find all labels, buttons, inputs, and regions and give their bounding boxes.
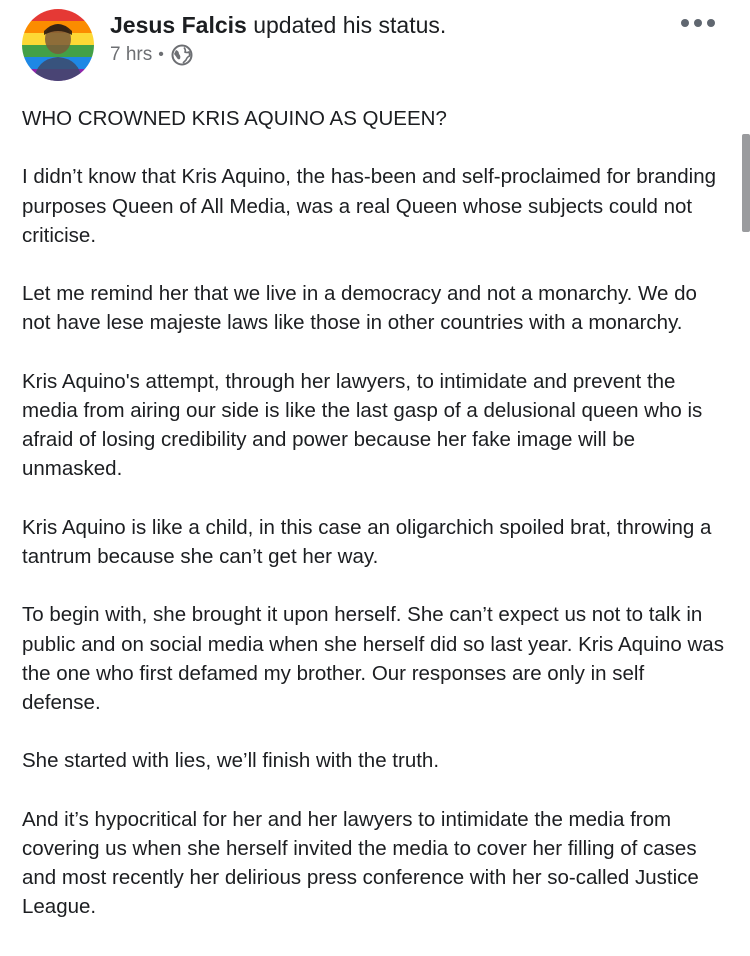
author-line xyxy=(110,11,446,39)
post-meta xyxy=(110,42,193,68)
post-paragraph: Kris Aquino's attempt, through her lawyers, to intimidate and prevent the media from airing our side is like the last gasp of a delusional queen who is afraid of losing credibility and power because her fake image will be unmasked. xyxy=(22,369,703,481)
globe-icon[interactable] xyxy=(171,44,193,66)
post-paragraph: I didn’t know that Kris Aquino, the has-been and self-proclaimed for branding purposes Queen of All Media, was a real Queen whose subjects could not criticise. xyxy=(22,165,716,247)
post-paragraph: Let me remind her that we live in a democracy and not a monarchy. We do not have lese majeste laws like those in other countries with a monarchy. xyxy=(22,282,697,335)
post-paragraph: And it’s hypocritical for her and her lawyers to intimidate the media from covering us when she herself invited the media to cover her filling of cases and most recently her delirious press conference with her so-called Justice League. xyxy=(22,807,699,919)
more-options-icon xyxy=(678,9,718,37)
author-action: updated his status. xyxy=(253,12,447,38)
more-options-button[interactable] xyxy=(678,9,718,37)
post-timestamp[interactable]: 7 hrs xyxy=(110,44,153,65)
avatar-photo-icon xyxy=(22,9,94,81)
meta-separator: • xyxy=(158,46,164,63)
post-header xyxy=(22,9,728,83)
post-paragraph: To begin with, she brought it upon herself. She can’t expect us not to talk in public and on social media when she herself did so last year. Kris Aquino was the one who first defamed my brother. Our responses are only in self defense. xyxy=(22,603,724,714)
avatar[interactable] xyxy=(22,9,94,81)
post-body xyxy=(22,104,728,951)
author-name[interactable]: Jesus Falcis xyxy=(110,12,247,38)
post-paragraph: Kris Aquino is like a child, in this case an oligarchich spoiled brat, throwing a tantrum because she can’t get her way. xyxy=(22,515,712,568)
scrollbar-thumb[interactable] xyxy=(742,134,750,232)
post-paragraph: She started with lies, we’ll finish with the truth. xyxy=(22,749,440,773)
post-paragraph: WHO CROWNED KRIS AQUINO AS QUEEN? xyxy=(22,107,447,130)
